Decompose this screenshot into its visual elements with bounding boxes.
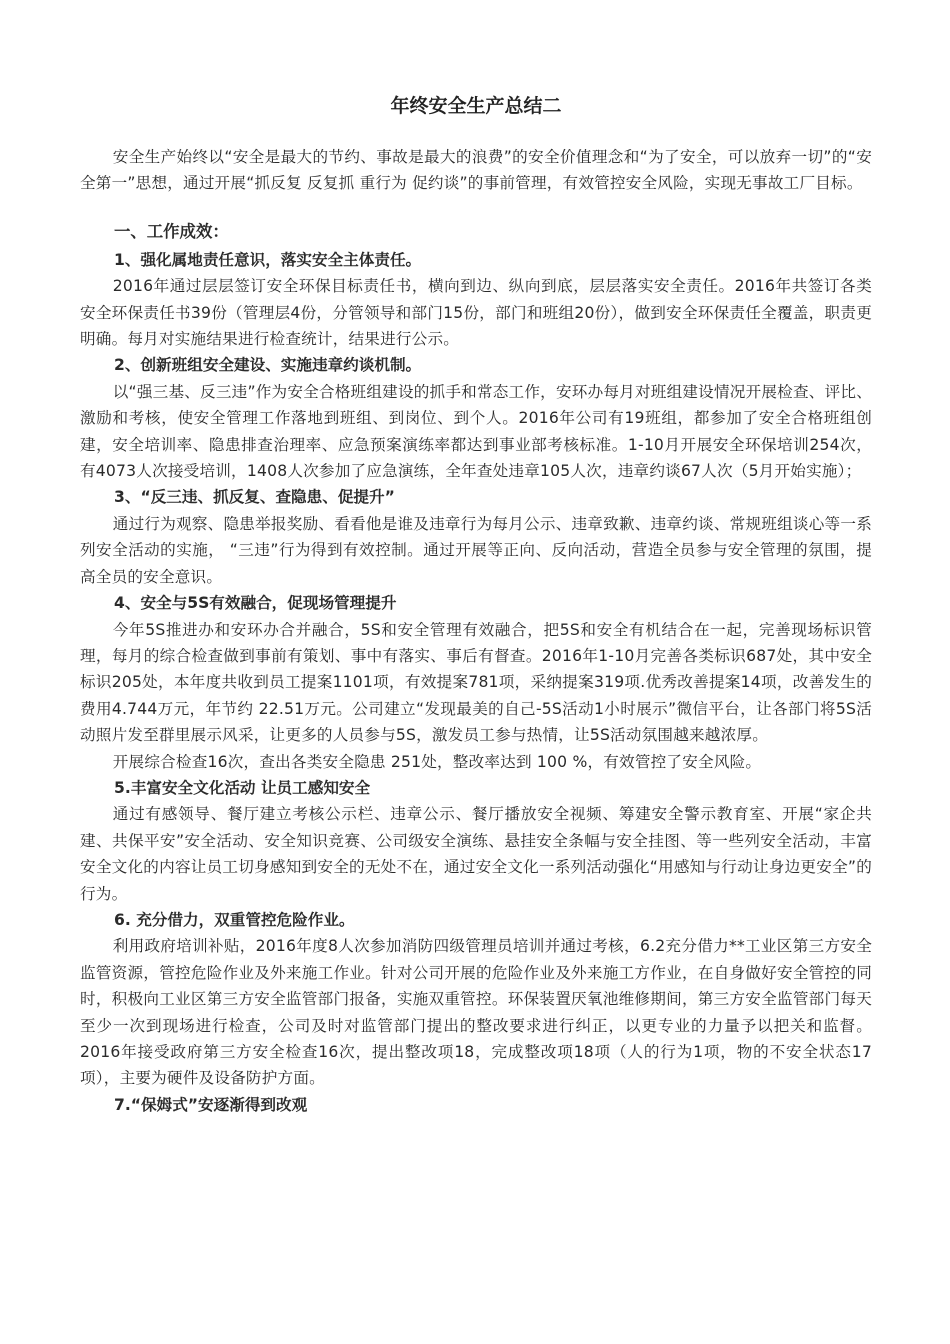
subsection-heading-6: 6. 充分借力，双重管控危险作业。 bbox=[114, 910, 355, 929]
subsection-heading-3: 3、“反三违、抓反复、查隐患、促提升” bbox=[114, 488, 395, 507]
subsection-heading-7: 7.“保姆式”安逐渐得到改观 bbox=[114, 1095, 308, 1114]
subsection-heading-4: 4、安全与5S有效融合，促现场管理提升 bbox=[114, 594, 397, 613]
intro-paragraph: 安全生产始终以“安全是最大的节约、事故是最大的浪费”的安全价值理念和“为了安全，可以放弃一切”的“安全第一”思想，通过开展“抓反复 反复抓 重行为 促约谈”的事前管理，有效管控安全风险，实现无事故工厂目标。 bbox=[80, 148, 872, 193]
subsection-heading-2: 2、创新班组安全建设、实施违章约谈机制。 bbox=[114, 356, 422, 375]
subsection-heading-5: 5.丰富安全文化活动 让员工感知安全 bbox=[114, 778, 371, 797]
section-heading-work-results: 一、工作成效： bbox=[114, 221, 229, 241]
subsection-4-paragraph: 开展综合检查16次，查出各类安全隐患 251处，整改率达到 100 %，有效管控了安全风险。 bbox=[112, 752, 762, 771]
document-page bbox=[80, 90, 872, 1118]
subsection-6-paragraph: 利用政府培训补贴，2016年度8人次参加消防四级管理员培训并通过考核，6.2充分借力**工业区第三方安全监管资源，管控危险作业及外来施工作业。针对公司开展的危险作业及外来施工方作业，在自身做好安全管控的同时，积极向工业区第三方安全监管部门报备，实施双重管控。环保装置厌氧池维修期间，第三方安全监管部门每天至少一次到现场进行检查，公司及时对监管部门提出的整改要求进行纠正，以更专业的力量予以把关和监督。2016年接受政府第三方安全检查16次，提出整改项18，完成整改项18项（人的行为1项，物的不安全状态17项），主要为硬件及设备防护方面。 bbox=[80, 937, 872, 1088]
subsection-5-paragraph: 通过有感领导、餐厅建立考核公示栏、违章公示、餐厅播放安全视频、筹建安全警示教育室、开展“家企共建、共保平安”安全活动、安全知识竞赛、公司级安全演练、悬挂安全条幅与安全挂图、等一些列安全活动，丰富安全文化的内容让员工切身感知到安全的无处不在，通过安全文化一系列活动强化“用感知与行动让身边更安全”的行为。 bbox=[80, 805, 872, 903]
subsection-heading-1: 1、强化属地责任意识，落实安全主体责任。 bbox=[114, 250, 422, 269]
subsection-2-paragraph: 以“强三基、反三违”作为安全合格班组建设的抓手和常态工作，安环办每月对班组建设情况开展检查、评比、激励和考核，使安全管理工作落地到班组、到岗位、到个人。2016年公司有19班组，都参加了安全合格班组创建，安全培训率、隐患排查治理率、应急预案演练率都达到事业部考核标准。1-10月开展安全环保培训254次， 有4073人次接受培训，1408人次参加了应急演练，全年查处违章105人次，违章约谈67人次（5月开始实施）； bbox=[80, 382, 872, 481]
document-title: 年终安全生产总结二 bbox=[390, 95, 562, 117]
subsection-1-paragraph: 2016年通过层层签订安全环保目标责任书，横向到边、纵向到底，层层落实安全责任。2016年共签订各类安全环保责任书39份（管理层4份，分管领导和部门15份，部门和班组20份），做到安全环保责任全覆盖，职责更明确。每月对实施结果进行检查统计，结果进行公示。 bbox=[80, 277, 872, 349]
subsection-4-paragraph: 今年5S推进办和安环办合并融合，5S和安全管理有效融合，把5S和安全有机结合在一起，完善现场标识管理，每月的综合检查做到事前有策划、事中有落实、事后有督查。2016年1-10月完善各类标识687处，其中安全标识205处，本年度共收到员工提案1101项，有效提案781项，采纳提案319项.优秀改善提案14项，改善发生的费用4.744万元，年节约 22.51万元。公司建立“发现最美的自己-5S活动1小时展示”微信平台，让各部门将5S活动照片发至群里展示风采，让更多的人员参与5S，激发员工参与热情，让5S活动氛围越来越浓厚。 bbox=[80, 620, 872, 745]
subsection-3-paragraph: 通过行为观察、隐患举报奖励、看看他是谁及违章行为每月公示、违章致歉、违章约谈、常规班组谈心等一系列安全活动的实施， “三违”行为得到有效控制。通过开展等正向、反向活动，营造全员参与安全管理的氛围，提高全员的安全意识。 bbox=[80, 514, 872, 586]
